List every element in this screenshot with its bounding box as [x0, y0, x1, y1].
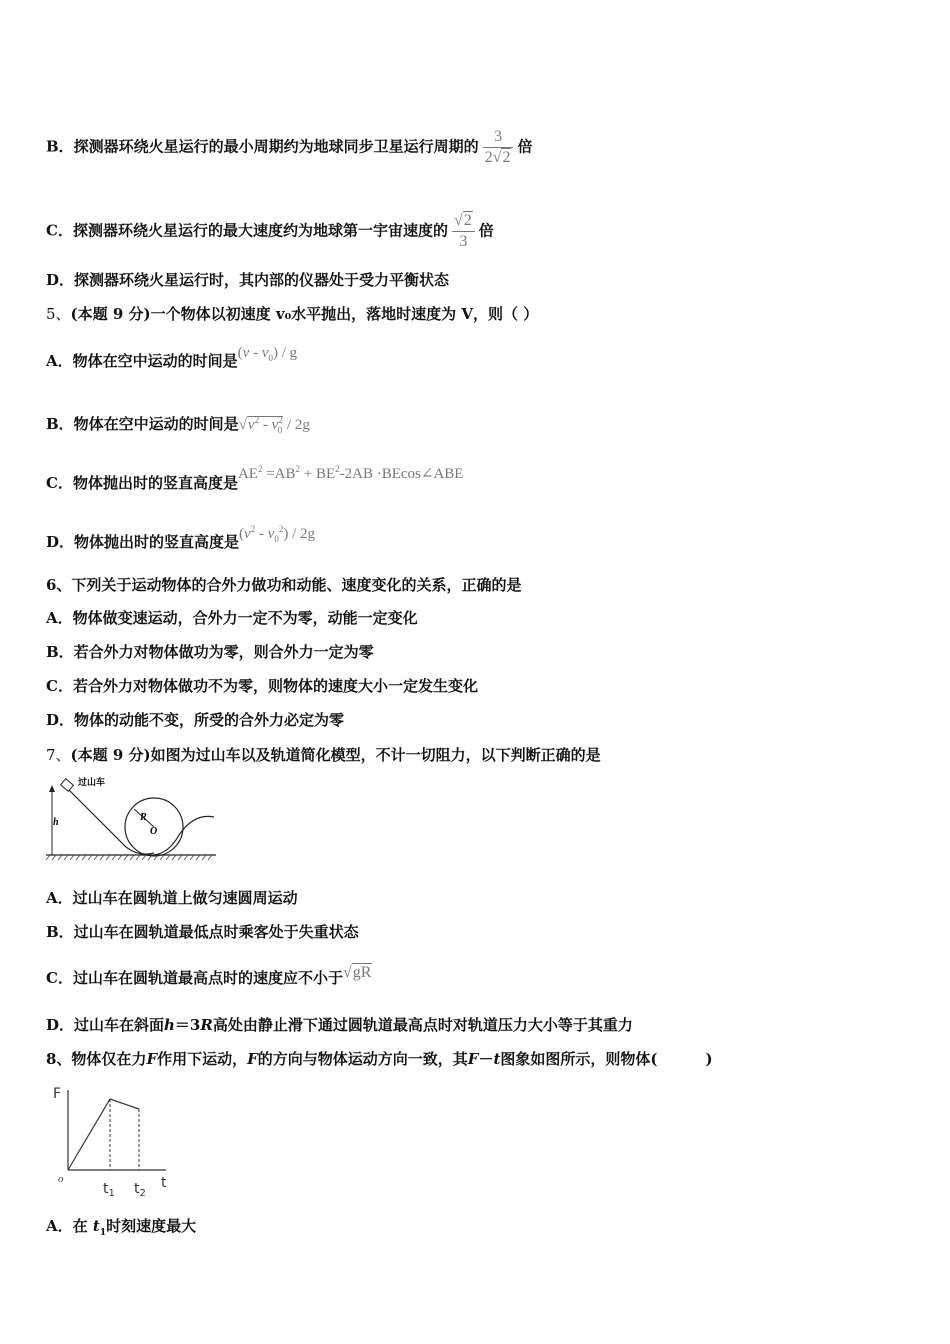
q5-option-a: A．物体在空中运动的时间是$(v - v_0)$ / g: [46, 345, 298, 370]
car-label: 过山车: [78, 778, 106, 788]
t1-label: $t_1$: [103, 1181, 115, 1199]
force-curve: [68, 1099, 139, 1170]
f-t-graph: [48, 1080, 183, 1205]
q8-stem: 8、物体仅在力F作用下运动，F的方向与物体运动方向一致，其F－t图象如图所示，则物体( ): [46, 1050, 713, 1068]
h-arrow-top: [49, 785, 55, 792]
q8-option-a: A．在 $t_1$时刻速度最大: [46, 1217, 197, 1238]
q6-stem: 6、下列关于运动物体的合外力做功和动能、速度变化的关系，正确的是: [46, 576, 522, 594]
q6-option-a: A．物体做变速运动，合外力一定不为零，动能一定变化: [46, 609, 418, 627]
t2-label: $t_2$: [134, 1181, 146, 1199]
origin-label: o: [58, 1173, 64, 1185]
q4-option-d: D．探测器环绕火星运行时，其内部的仪器处于受力平衡状态: [46, 271, 450, 289]
q7-option-a: A．过山车在圆轨道上做匀速圆周运动: [46, 889, 298, 907]
f-axis-label: F: [53, 1086, 62, 1102]
coaster-car: [61, 779, 74, 792]
q7-c-formula: √gR: [342, 964, 372, 981]
q5-a-formula: $(v - v_0)$ / g: [237, 345, 298, 363]
q4-option-c: C．探测器环绕火星运行的最大速度约为地球第一宇宙速度的 $\frac{√2}{3}$ 倍: [46, 212, 494, 250]
r-label: R: [140, 812, 147, 823]
exit-track: [154, 816, 214, 855]
q5-option-d: D．物体抛出时的竖直高度是$(v^2 - v_0^2) / 2g$: [46, 524, 316, 551]
q5-option-c: C．物体抛出时的竖直高度是$AE^2 =AB^2 + BE^2-2AB$ ·BEcos∠ABE: [46, 464, 464, 492]
q5-b-formula: $√v^2 - v^2_0 / 2g$: [238, 415, 310, 435]
q6-option-b: B．若合外力对物体做功为零，则合外力一定为零: [46, 643, 374, 661]
q6-option-c: C．若合外力对物体做功不为零，则物体的速度大小一定发生变化: [46, 677, 478, 695]
q4-option-b: B．探测器环绕火星运行的最小周期约为地球同步卫星运行周期的 $\frac{3}{2√2}$ 倍: [46, 128, 533, 166]
q4-b-fraction: $\frac{3}{2√2}$: [483, 127, 514, 168]
q7-option-d: D．过山车在斜面h＝3R高处由静止滑下通过圆轨道最高点时对轨道压力大小等于其重力: [46, 1016, 633, 1034]
q5-stem: 5、(本题 9 分)一个物体以初速度 v₀水平抛出，落地时速度为 V，则（ ）: [46, 305, 539, 323]
q5-option-b: B．物体在空中运动的时间是$√v^2 - v^2_0 / 2g$: [46, 415, 310, 435]
q5-c-formula: $AE^2 =AB^2 + BE^2-2AB$ ·BEcos∠ABE: [237, 464, 464, 482]
q7-option-c: C．过山车在圆轨道最高点时的速度应不小于√gR: [46, 964, 372, 987]
q7-stem: 7、(本题 9 分)如图为过山车以及轨道简化模型，不计一切阻力，以下判断正确的是: [46, 746, 601, 764]
q5-d-formula: $(v^2 - v_0^2) / 2g$: [239, 524, 316, 544]
roller-coaster-figure: [44, 775, 219, 863]
q6-option-d: D．物体的动能不变，所受的合外力必定为零: [46, 711, 345, 729]
h-label: h: [53, 817, 59, 828]
q4-c-fraction: $\frac{√2}{3}$: [452, 211, 475, 252]
q7-option-b: B．过山车在圆轨道最低点时乘客处于失重状态: [46, 923, 359, 941]
o-label: O: [150, 826, 158, 837]
t-axis-label: t: [161, 1175, 167, 1191]
